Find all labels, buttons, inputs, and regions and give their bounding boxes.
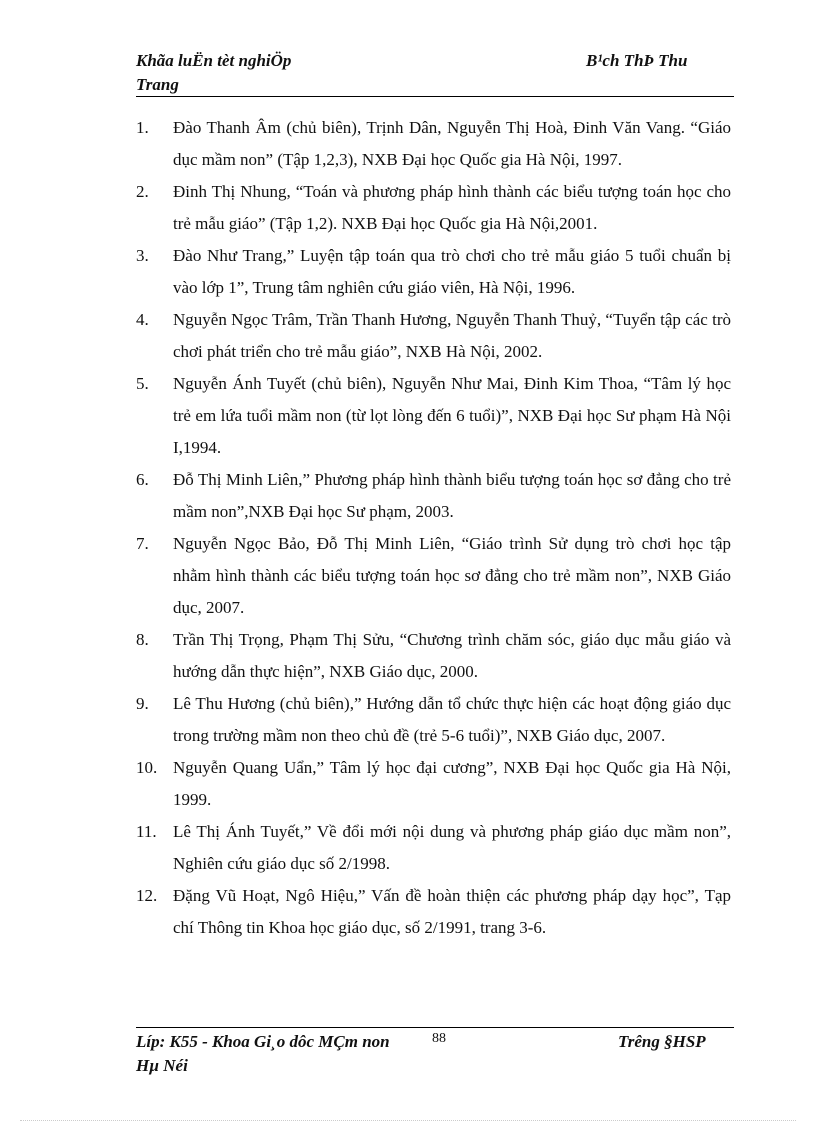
reference-item: [136, 752, 731, 816]
reference-number: 5.: [136, 374, 149, 393]
reference-item: [136, 176, 731, 240]
reference-number: 4.: [136, 310, 149, 329]
reference-number: 2.: [136, 182, 149, 201]
reference-number: 8.: [136, 630, 149, 649]
reference-number: 3.: [136, 246, 149, 265]
reference-number: 10.: [136, 758, 158, 777]
reference-item: [136, 816, 731, 880]
reference-number: 11.: [136, 822, 157, 841]
reference-number: 9.: [136, 694, 149, 713]
reference-text: Đỗ Thị Minh Liên,” Phương pháp hình thành biểu tượng toán học sơ đẳng cho trẻ mầm non”,NXB Đại học Sư phạm, 2003.: [173, 470, 731, 521]
header-author-name: B¹ch ThÞ Thu: [586, 51, 688, 70]
reference-text: Nguyễn Ngọc Bảo, Đỗ Thị Minh Liên, “Giáo trình Sử dụng trò chơi học tập nhằm hình thành các biểu tượng toán học sơ đẳng cho trẻ mầm non”, NXB Giáo dục, 2007.: [173, 534, 731, 617]
reference-item: [136, 624, 731, 688]
reference-item: [136, 688, 731, 752]
footer-city: Hµ Néi: [136, 1056, 188, 1075]
page-header: [136, 50, 734, 97]
reference-text: Nguyễn Ánh Tuyết (chủ biên), Nguyễn Như Mai, Đinh Kim Thoa, “Tâm lý học trẻ em lứa tuổi mầm non (từ lọt lòng đến 6 tuổi)”, NXB Đại học Sư phạm Hà Nội I,1994.: [173, 374, 731, 457]
reference-text: Đào Như Trang,” Luyện tập toán qua trò chơi cho trẻ mẫu giáo 5 tuổi chuẩn bị vào lớp 1”, Trung tâm nghiên cứu giáo viên, Hà Nội, 1996.: [173, 246, 731, 297]
reference-text: Lê Thu Hương (chủ biên),” Hướng dẫn tổ chức thực hiện các hoạt động giáo dục trong trường mầm non theo chủ đề (trẻ 5-6 tuổi)”, NXB Giáo dục, 2007.: [173, 694, 731, 745]
reference-number: 7.: [136, 534, 149, 553]
reference-number: 1.: [136, 118, 149, 137]
footer-university: Trêng §HSP: [618, 1032, 706, 1051]
footer-class-department: Líp: K55 - Khoa Gi¸o dôc MÇm non: [136, 1032, 390, 1051]
page-number: 88: [432, 1031, 446, 1046]
page-bottom-divider: [20, 1120, 796, 1121]
reference-text: Đinh Thị Nhung, “Toán và phương pháp hình thành các biểu tượng toán học cho trẻ mẫu giáo” (Tập 1,2). NXB Đại học Quốc gia Hà Nội,2001.: [173, 182, 731, 233]
reference-number: 12.: [136, 886, 158, 905]
reference-list: [136, 112, 731, 944]
reference-item: [136, 880, 731, 944]
reference-text: Đào Thanh Âm (chủ biên), Trịnh Dân, Nguyễn Thị Hoà, Đinh Văn Vang. “Giáo dục mầm non” (Tập 1,2,3), NXB Đại học Quốc gia Hà Nội, 1997.: [173, 118, 731, 169]
page-footer: [136, 1027, 734, 1076]
reference-item: [136, 464, 731, 528]
reference-text: Nguyễn Ngọc Trâm, Trần Thanh Hương, Nguyễn Thanh Thuỷ, “Tuyển tập các trò chơi phát triển cho trẻ mẫu giáo”, NXB Hà Nội, 2002.: [173, 310, 731, 361]
reference-item: [136, 528, 731, 624]
reference-text: Trần Thị Trọng, Phạm Thị Sửu, “Chương trình chăm sóc, giáo dục mẫu giáo và hướng dẫn thực hiện”, NXB Giáo dục, 2000.: [173, 630, 731, 681]
header-thesis-title: Khãa luËn tèt nghiÖp: [136, 51, 292, 70]
reference-item: [136, 240, 731, 304]
reference-item: [136, 112, 731, 176]
reference-text: Nguyễn Quang Uẩn,” Tâm lý học đại cương”, NXB Đại học Quốc gia Hà Nội, 1999.: [173, 758, 731, 809]
reference-text: Lê Thị Ánh Tuyết,” Về đổi mới nội dung và phương pháp giáo dục mầm non”, Nghiên cứu giáo dục số 2/1998.: [173, 822, 731, 873]
reference-number: 6.: [136, 470, 149, 489]
reference-text: Đặng Vũ Hoạt, Ngô Hiệu,” Vấn đề hoàn thiện các phương pháp dạy học”, Tạp chí Thông tin Khoa học giáo dục, số 2/1991, trang 3-6.: [173, 886, 731, 937]
reference-item: [136, 304, 731, 368]
reference-item: [136, 368, 731, 464]
header-author-continued: Trang: [136, 75, 179, 94]
